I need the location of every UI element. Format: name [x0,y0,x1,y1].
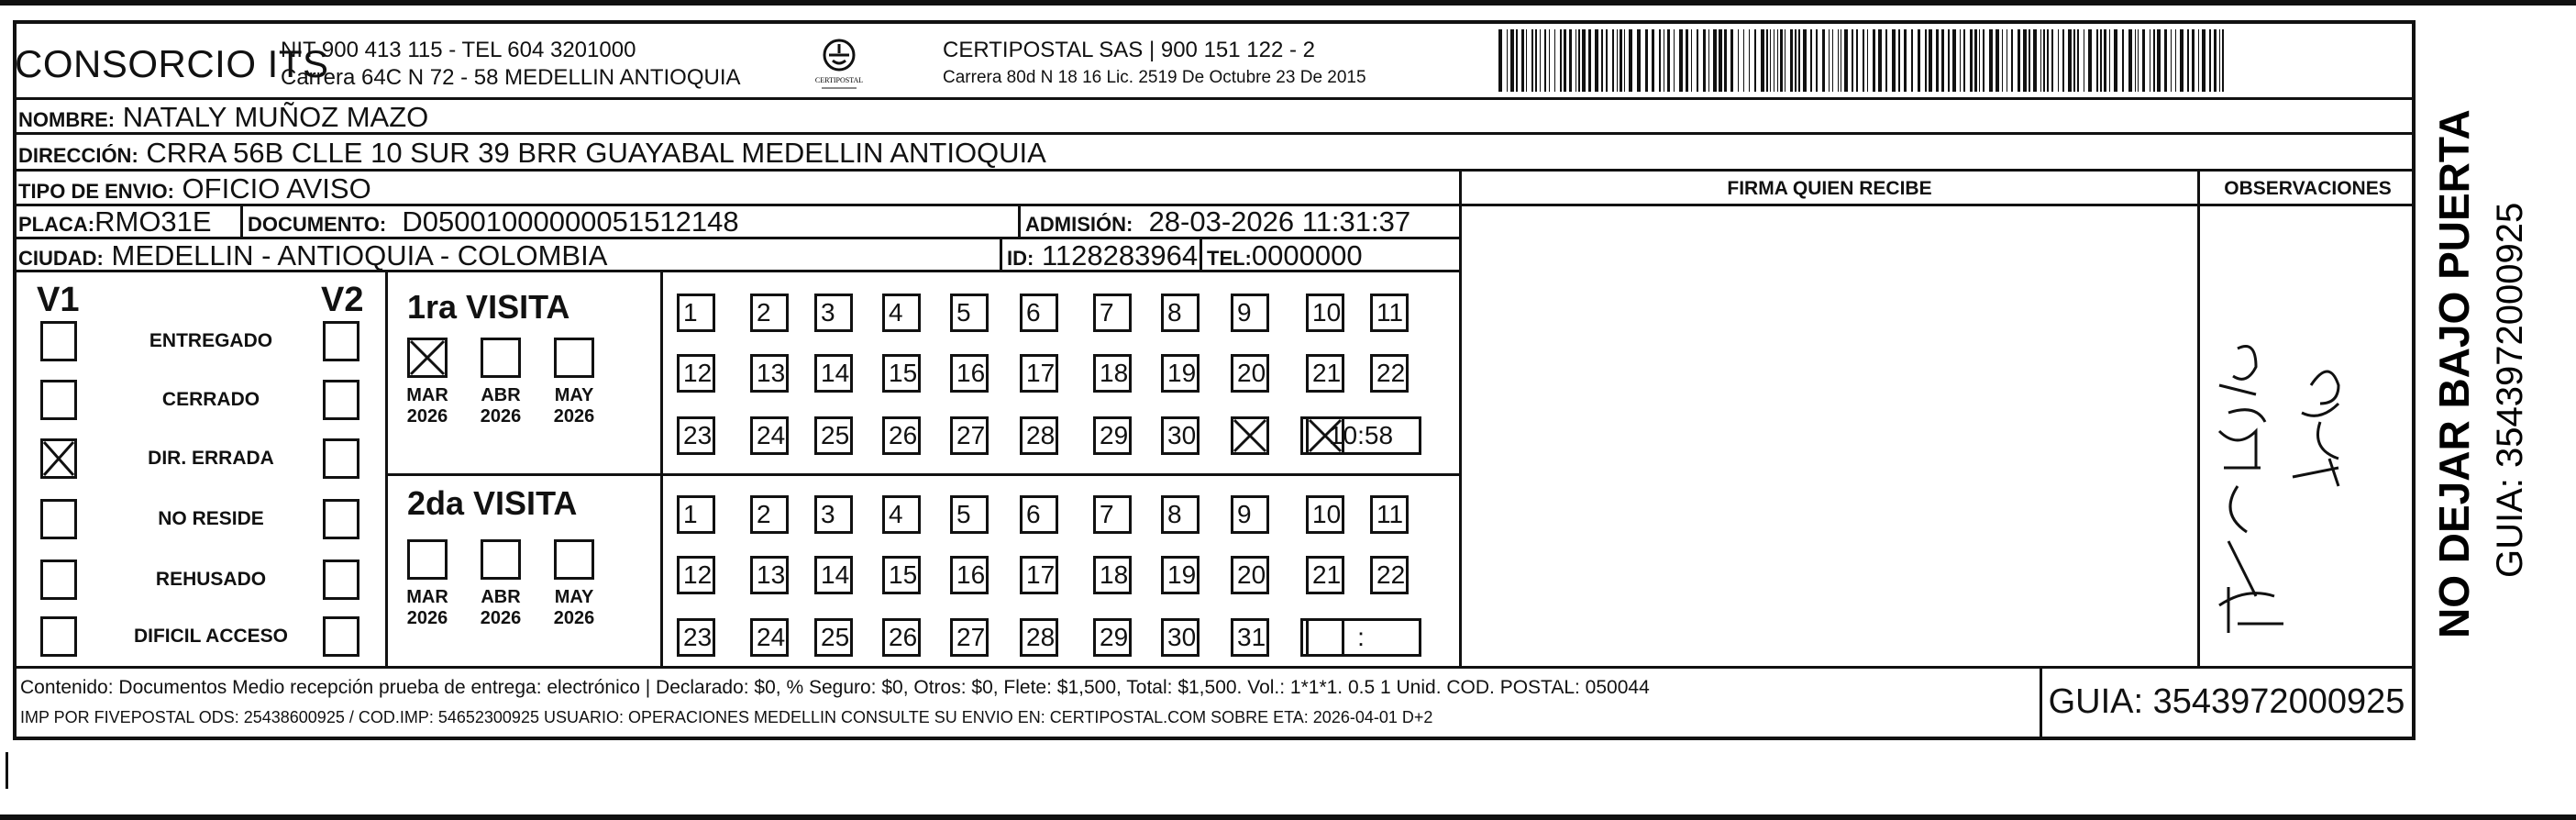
tipo-envio-value: OFICIO AVISO [182,172,371,205]
admision-field [1025,205,1410,238]
day-box: 29 [1093,416,1132,455]
visita1-title: 1ra VISITA [407,288,570,326]
divider [1459,169,1462,666]
v1-checkbox [40,616,77,657]
day-box: 26 [882,416,921,455]
ciudad-field [18,239,607,272]
day-box: 12 [677,556,715,594]
day-box: 22 [1370,556,1409,594]
day-box: 19 [1161,354,1200,393]
month-year: 2026 [406,608,448,628]
month-label [473,587,528,629]
documento-field [248,205,739,238]
day-box: 14 [814,354,853,393]
status-label: CERRADO [161,389,260,410]
id-field [1007,239,1198,272]
status-label: DIR. ERRADA [148,448,274,469]
month-label [400,385,455,427]
carrier-nit-line: CERTIPOSTAL SAS | 900 151 122 - 2 [943,38,1315,62]
day-box: 13 [750,556,789,594]
status-label: DIFICIL ACCESO [133,626,288,647]
day-box: 8 [1161,495,1200,534]
firma-header: FIRMA QUIEN RECIBE [1727,178,1932,199]
tipo-envio-label: TIPO DE ENVIO: [18,180,174,203]
day-box: 31 [1231,618,1269,657]
placa-label: PLACA: [18,213,95,236]
admision-label: ADMISIÓN: [1025,213,1133,236]
placa-value: RMO31E [94,205,212,238]
day-box: 26 [882,618,921,657]
tel-label: TEL: [1207,247,1252,270]
day-box: 28 [1020,618,1058,657]
day-box: 8 [1161,294,1200,332]
divider [2040,666,2042,740]
status-label: NO RESIDE [158,508,264,529]
certipostal-logo-text: CERTIPOSTAL [814,76,864,84]
day-box: 9 [1231,294,1269,332]
company-name: CONSORCIO ITS [15,42,329,85]
day-box: 7 [1093,294,1132,332]
sender-address-line: Carrera 64C N 72 - 58 MEDELLIN ANTIOQUIA [281,65,741,90]
day-box: 4 [882,294,921,332]
divider [240,204,243,237]
day-box: 25 [814,618,853,657]
page-bottom-border [0,814,2576,820]
side-warning [2421,92,2485,642]
carrier-address-line: Carrera 80d N 18 16 Lic. 2519 De Octubre 23 De 2015 [943,68,1366,87]
divider [2197,169,2200,666]
day-box-checked [1231,416,1269,455]
check-x-mark [40,438,77,479]
month-year: 2026 [406,406,448,427]
admision-value: 28-03-2026 11:31:37 [1148,205,1411,238]
v1-checkbox [40,321,77,361]
direccion-label: DIRECCIÓN: [18,144,138,167]
day-box: 20 [1231,556,1269,594]
month-year: 2026 [480,608,522,628]
status-label: REHUSADO [155,569,267,590]
v2-checkbox [323,438,359,479]
day-box: 3 [814,294,853,332]
divider [660,270,663,666]
day-box: 4 [882,495,921,534]
day-box: 18 [1093,556,1132,594]
side-guia [2485,92,2549,642]
day-box: 17 [1020,354,1058,393]
check-x-mark [407,338,448,378]
month-name: MAY [554,385,594,405]
month-checkbox [407,539,448,580]
day-box: 2 [750,495,789,534]
placa-field [18,205,212,238]
day-box: 15 [882,556,921,594]
day-box: 14 [814,556,853,594]
day-box: 25 [814,416,853,455]
day-box: 11 [1370,294,1409,332]
divider [1018,204,1021,237]
day-box: 23 [677,618,715,657]
day-box: 30 [1161,618,1200,657]
divider [385,473,1462,476]
sender-nit-line: NIT 900 413 115 - TEL 604 3201000 [281,38,636,62]
tel-value: 0000000 [1251,239,1363,271]
month-year: 2026 [553,406,595,427]
day-box: 27 [950,416,989,455]
day-box: 5 [950,495,989,534]
month-name: MAR [406,587,448,607]
page-edge-mark [6,752,8,789]
time-box: 10:58 [1300,416,1421,455]
month-label [547,385,602,427]
v1-checkbox [40,560,77,600]
day-box: 9 [1231,495,1269,534]
direccion-value: CRRA 56B CLLE 10 SUR 39 BRR GUAYABAL MEDELLIN ANTIOQUIA [146,137,1046,169]
day-box: 5 [950,294,989,332]
month-name: ABR [481,587,521,607]
day-box: 24 [750,618,789,657]
v2-checkbox [323,321,359,361]
nombre-field [18,101,428,134]
documento-value: D05001000000051512148 [402,205,739,238]
ciudad-value: MEDELLIN - ANTIOQUIA - COLOMBIA [111,239,608,271]
side-warning-text: NO DEJAR BAJO PUERTA [2430,109,2478,638]
month-label [547,587,602,629]
side-guia-text: GUIA: 3543972000925 [2490,202,2530,578]
divider [1000,237,1002,270]
month-year: 2026 [553,608,595,628]
page-top-border [0,0,2576,6]
footer-contenido: Contenido: Documentos Medio recepción prueba de entrega: electrónico | Declarado: $0, % Seguro: $0, Otros: $0, Flete: $1,500, Total: $1,500. Vol.: 1*1*1. 0.5 1 Unid. COD. POSTAL: 050044 [20,677,1650,698]
day-box: 11 [1370,495,1409,534]
month-name: MAR [406,385,448,405]
month-name: ABR [481,385,521,405]
day-box: 16 [950,354,989,393]
day-box: 2 [750,294,789,332]
day-box: 27 [950,618,989,657]
month-name: MAY [554,587,594,607]
month-checkbox [554,338,594,378]
day-box: 21 [1306,354,1344,393]
day-box: 29 [1093,618,1132,657]
day-box: 1 [677,294,715,332]
v2-checkbox [323,499,359,539]
day-box: 28 [1020,416,1058,455]
day-box: 15 [882,354,921,393]
day-box: 21 [1306,556,1344,594]
v2-checkbox [323,616,359,657]
day-box: 17 [1020,556,1058,594]
v2-header: V2 [321,281,364,319]
month-checkbox [554,539,594,580]
day-box: 1 [677,495,715,534]
time-box: : [1300,618,1421,657]
day-box: 22 [1370,354,1409,393]
day-box: 20 [1231,354,1269,393]
observaciones-header: OBSERVACIONES [2224,178,2392,199]
tipo-envio-field [18,172,371,205]
v1-checkbox [40,380,77,420]
day-box: 24 [750,416,789,455]
day-box: 6 [1020,495,1058,534]
divider [385,270,388,666]
day-box: 18 [1093,354,1132,393]
day-box: 10 [1306,294,1344,332]
visita2-title: 2da VISITA [407,484,578,522]
day-box: 23 [677,416,715,455]
day-box: 13 [750,354,789,393]
divider [1462,204,2416,206]
id-label: ID: [1007,247,1034,270]
day-box: 7 [1093,495,1132,534]
id-value: 1128283964 [1041,239,1199,271]
day-box: 3 [814,495,853,534]
v1-checkbox [40,499,77,539]
status-label: ENTREGADO [149,330,273,351]
documento-label: DOCUMENTO: [248,213,387,236]
v2-checkbox [323,560,359,600]
v2-checkbox [323,380,359,420]
month-label [473,385,528,427]
day-box: 30 [1161,416,1200,455]
v1-header: V1 [37,281,80,319]
handwritten-note [2201,330,2384,642]
month-year: 2026 [480,406,522,427]
day-box: 10 [1306,495,1344,534]
day-box: 6 [1020,294,1058,332]
divider [13,97,2416,100]
ciudad-label: CIUDAD: [18,247,104,270]
month-checkbox [481,338,521,378]
day-box: 12 [677,354,715,393]
direccion-field [18,137,1046,170]
nombre-label: NOMBRE: [18,108,116,131]
divider [1200,237,1202,270]
month-label [400,587,455,629]
nombre-value: NATALY MUÑOZ MAZO [122,101,429,133]
day-box: 16 [950,556,989,594]
guia-number: GUIA: 3543972000925 [2048,681,2405,721]
footer-imp: IMP POR FIVEPOSTAL ODS: 25438600925 / COD.IMP: 54652300925 USUARIO: OPERACIONES MEDELLIN CONSULTE SU ENVIO EN: CERTIPOSTAL.COM SOBRE ETA: 2026-04-01 D+2 [20,708,1433,726]
day-box: 19 [1161,556,1200,594]
month-checkbox [481,539,521,580]
tel-field [1207,239,1363,272]
